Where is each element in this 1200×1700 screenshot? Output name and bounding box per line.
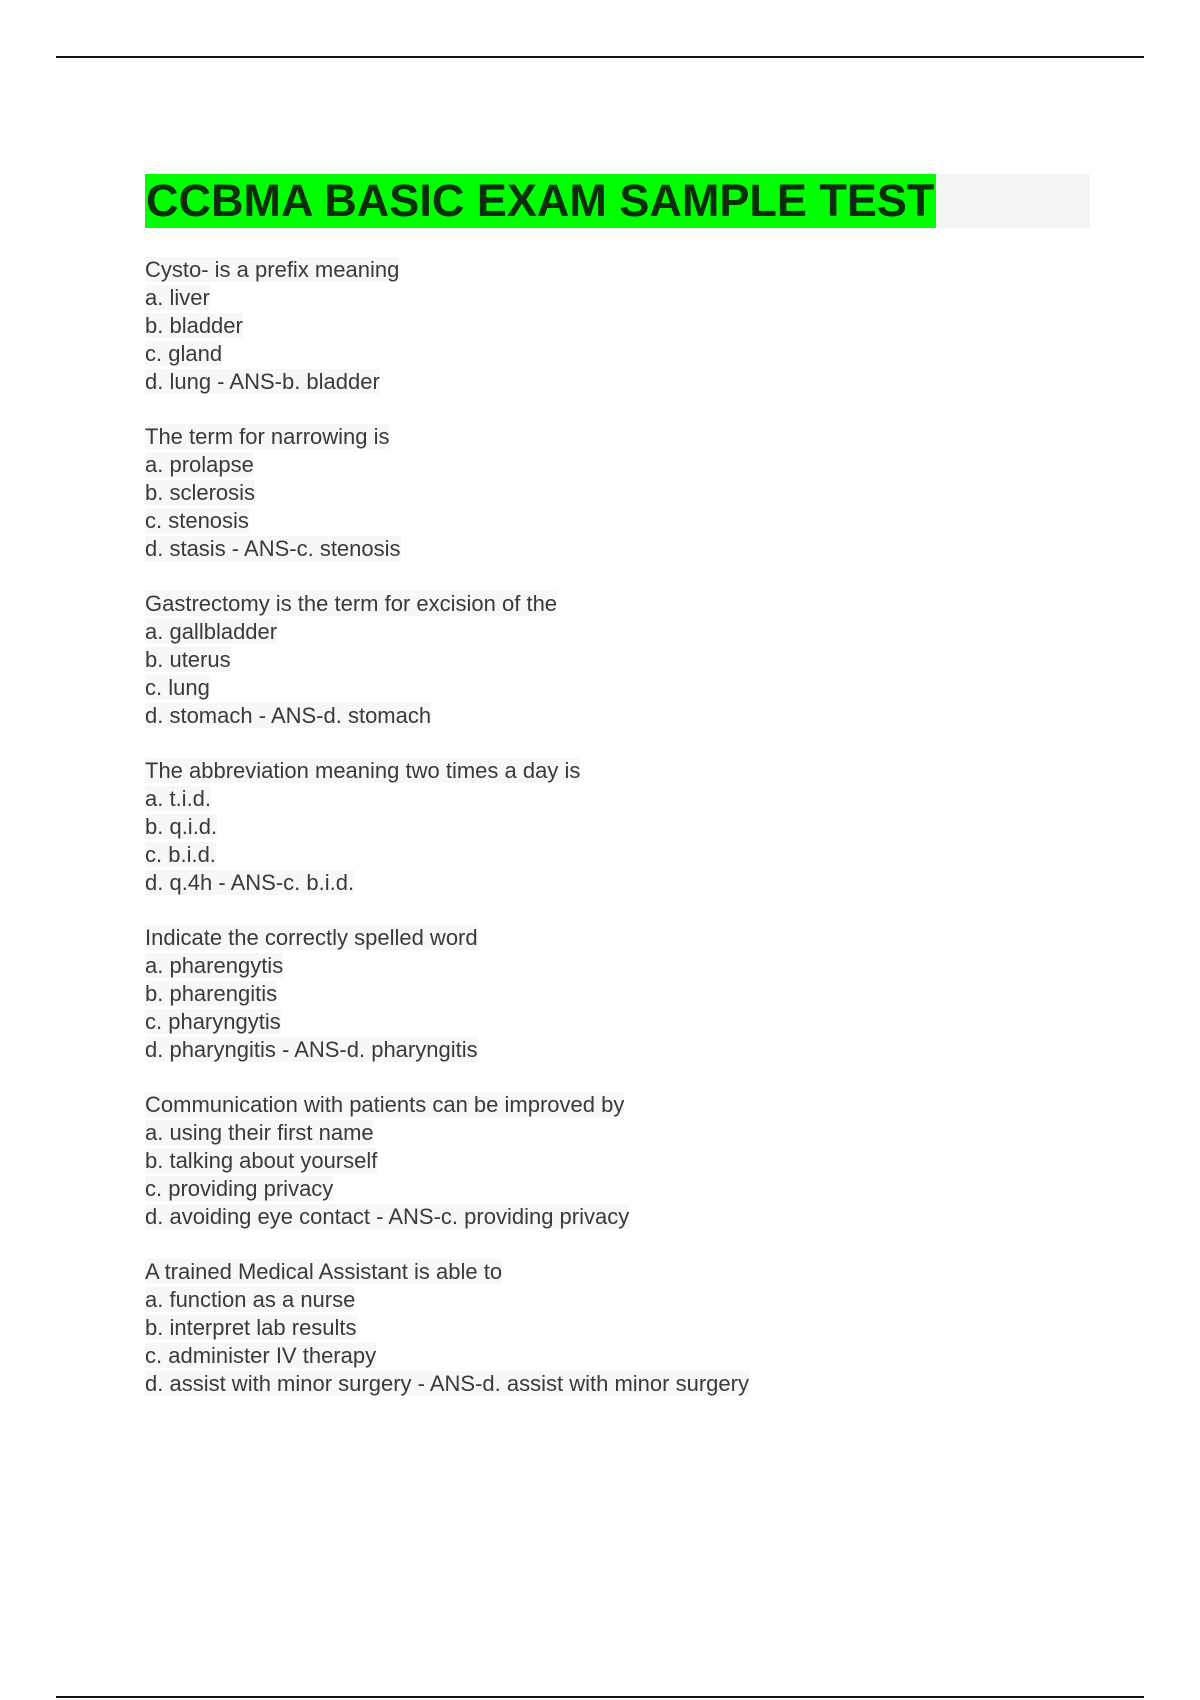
answer-option-with-key: d. stasis - ANS-c. stenosis	[145, 536, 401, 561]
question-block	[145, 924, 1090, 1064]
answer-option: c. lung	[145, 675, 210, 700]
answer-option: a. function as a nurse	[145, 1287, 356, 1312]
answer-option-with-key: d. stomach - ANS-d. stomach	[145, 703, 432, 728]
answer-option-with-key: d. pharyngitis - ANS-d. pharyngitis	[145, 1037, 478, 1062]
question-block	[145, 423, 1090, 563]
answer-option: b. talking about yourself	[145, 1148, 378, 1173]
question-block	[145, 757, 1090, 897]
question-prompt: A trained Medical Assistant is able to	[145, 1259, 503, 1284]
question-block	[145, 256, 1090, 396]
answer-option: a. pharengytis	[145, 953, 284, 978]
title-bar	[145, 174, 1090, 228]
answer-option-with-key: d. q.4h - ANS-c. b.i.d.	[145, 870, 355, 895]
answer-option-with-key: d. assist with minor surgery - ANS-d. assist with minor surgery	[145, 1371, 749, 1396]
question-block	[145, 1258, 1090, 1398]
answer-option-with-key: d. avoiding eye contact - ANS-c. providing privacy	[145, 1204, 630, 1229]
answer-option: b. sclerosis	[145, 480, 256, 505]
answer-option: c. pharyngytis	[145, 1009, 281, 1034]
answer-option: c. stenosis	[145, 508, 249, 533]
answer-option: b. pharengitis	[145, 981, 278, 1006]
answer-option: a. prolapse	[145, 452, 254, 477]
answer-option: b. q.i.d.	[145, 814, 218, 839]
answer-option: b. uterus	[145, 647, 231, 672]
answer-option: a. t.i.d.	[145, 786, 212, 811]
question-list	[145, 256, 1090, 1398]
question-block	[145, 1091, 1090, 1231]
question-prompt: The term for narrowing is	[145, 424, 390, 449]
question-prompt: Gastrectomy is the term for excision of the	[145, 591, 558, 616]
answer-option: b. bladder	[145, 313, 243, 338]
question-prompt: The abbreviation meaning two times a day is	[145, 758, 581, 783]
document-body	[145, 174, 1090, 1425]
answer-option: c. providing privacy	[145, 1176, 334, 1201]
answer-option: c. gland	[145, 341, 223, 366]
answer-option-with-key: d. lung - ANS-b. bladder	[145, 369, 380, 394]
question-prompt: Cysto- is a prefix meaning	[145, 257, 400, 282]
answer-option: a. using their first name	[145, 1120, 374, 1145]
question-block	[145, 590, 1090, 730]
answer-option: c. b.i.d.	[145, 842, 216, 867]
answer-option: a. liver	[145, 285, 210, 310]
footer-rule	[56, 1696, 1144, 1698]
header-rule	[56, 56, 1144, 58]
question-prompt: Indicate the correctly spelled word	[145, 925, 478, 950]
question-prompt: Communication with patients can be improved by	[145, 1092, 625, 1117]
answer-option: b. interpret lab results	[145, 1315, 357, 1340]
document-title: CCBMA BASIC EXAM SAMPLE TEST	[146, 175, 935, 226]
answer-option: a. gallbladder	[145, 619, 278, 644]
answer-option: c. administer IV therapy	[145, 1343, 377, 1368]
